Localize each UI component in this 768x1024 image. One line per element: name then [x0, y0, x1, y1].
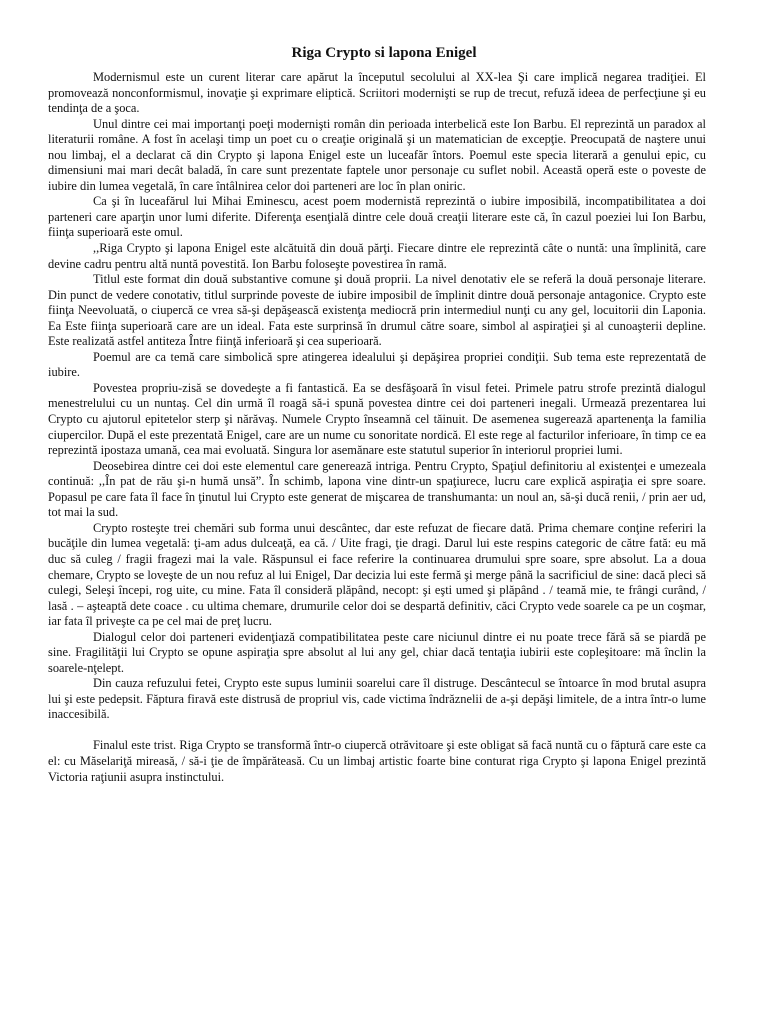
paragraph: Unul dintre cei mai importanţi poeţi modernişti român din perioada interbelică este Ion Barbu. El reprezintă un paradox al literaturii române. A fost în acelaşi timp un poet cu o creaţie originală şi un matematician de excepţie. Preocupată de naştere unui nou limbaj, el a declarat că din Crypto şi lapona Enigel este un luceafăr întors. Poemul este specia literară a genului epic, cu dimensiuni mai mari decât baladă, în care sunt prezentate faptele unor personaje cu suflet nobil. Această operă este o poveste de iubire din lumea vegetală, în care întâlnirea celor doi parteneri are loc în plan oniric.	[48, 116, 706, 193]
paragraph-final: Finalul este trist. Riga Crypto se transformă într-o ciupercă otrăvitoare şi este obligat să facă nuntă cu o făptură care este ca el: cu Măselariţă mireasă, / să-i ţie de împărăteasă. Cu un limbaj artistic foarte bine conturat riga Crypto şi lapona Enigel prezintă Victoria raţiunii asupra instinctului.	[48, 738, 706, 784]
paragraph: Din cauza refuzului fetei, Crypto este supus luminii soarelui care îl distruge. Descântecul se întoarce în mod brutal asupra lui şi este pedepsit. Făptura firavă este distrusă de propriul vis, cade victima îndrăznelii de a-şi depăşi limitele, de a intra într-o lume inaccesibilă.	[48, 676, 706, 722]
paragraph: Ca şi în luceafărul lui Mihai Eminescu, acest poem modernistă reprezintă o iubire imposibilă, incompatibilitatea a doi parteneri care aparţin unor lumi diferite. Diferenţa esenţială dintre cele două creaţii literare este că, în cazul poeziei lui Ion Barbu, fiinţa superioară este omul.	[48, 194, 706, 240]
document-title: Riga Crypto si lapona Enigel	[291, 45, 477, 61]
paragraph: Crypto rosteşte trei chemări sub forma unui descântec, dar este refuzat de fiecare dată. Prima chemare conţine referiri la bucăţile din lumea vegetală: ţi-am adus dulceaţă, ea că. / Uite fragi, ţie dragi. Darul lui este respins categoric de către fată: eu mă duc să culeg / fragii fragezi mai la vale. Răspunsul ei face referire la continuarea drumului spre soare, spre absolut. La a doua chemare, Crypto se loveşte de un nou refuz al lui Enigel, Dar decizia lui este fermă şi merge până la sacrificiul de sine: dacă pleci să culegi, Seleşi începi, rog uite, cu mine. Fata îl consideră plăpând, necopt: şi eşti umed şi plăpând . / teamă mie, te frângi curând, / lasă . – aşteaptă dete coace . cu ultima chemare, drumurile celor doi se despartă definitiv, căci Crypto vede soarele ca pe un coşmar, iar fata îl priveşte ca pe cel mai de preţ lucru.	[48, 520, 706, 629]
paragraph: ,,Riga Crypto şi lapona Enigel este alcătuită din două părţi. Fiecare dintre ele reprezintă câte o nuntă: una împlinită, care devine cadru pentru altă nuntă povestită. Ion Barbu foloseşte povestirea în ramă.	[48, 241, 706, 271]
document-body	[48, 70, 706, 785]
paragraph: Deosebirea dintre cei doi este elementul care generează intriga. Pentru Crypto, Spaţiul definitoriu al existenţei e umezeala continuă: ,,În pat de rău şi-n humă unsă”. În schimb, lapona vine dintr-un spaţiurece, lucru care explică aspiraţia ei spre soare. Popasul pe care fata îl face în ţinutul lui Crypto este generat de mişcarea de transhumanta: un noul an, să-şi ducă renii, / prin aer ud, tot mai la sud.	[48, 458, 706, 520]
paragraph: Poemul are ca temă care simbolică spre atingerea idealului şi depăşirea propriei condiţii. Sub tema este reprezentată de iubire.	[48, 349, 706, 380]
paragraph: Povestea propriu-zisă se dovedeşte a fi fantastică. Ea se desfăşoară în visul fetei. Primele patru strofe prezintă dialogul menestrelului cu un nuntaş. Cel din urmă îl roagă să-i spună povestea dintre cei doi parteneri inegali. Urmează prezentarea lui Crypto cu ajutorul epitetelor sterp şi nărăvaş. Numele Crypto înseamnă cel tăinuit. De asemenea sugerează apartenenţa la familia ciupercilor. După el este prezentată Enigel, care are un nume cu sonoritate nordică. El este rege al facturilor inferioare, în timp ce ea reprezintă ipostaza umană, cea mai evoluată. Singura lor asemănare este statutul superior în interiorul propriei lumi.	[48, 380, 706, 458]
paragraph: Dialogul celor doi parteneri evidenţiază compatibilitatea peste care niciunul dintre ei nu poate trece fără să se piardă pe sine. Fragilităţii lui Crypto se opune aspiraţia spre absolut al lui any gel, chiar dacă tentaţia iubirii este copleşitoare: mă înclin la soarele-nţelept.	[48, 629, 706, 675]
paragraph: Modernismul este un curent literar care apărut la începutul secolului al XX-lea Şi care implică negarea tradiţiei. El promovează nonconformismul, inovaţie şi exprimare eliptică. Scriitori modernişti se rup de trecut, refuză ideea de perfecţiune şi eu tendinţa de a şoca.	[48, 70, 706, 116]
paragraph: Titlul este format din două substantive comune şi două proprii. La nivel denotativ ele se referă la două personaje literare. Din punct de vedere conotativ, titlul surprinde poveste de iubire imposibil de împlinit dintre două personaje antagonice. Crypto este fiinţa Neevoluată, o ciupercă ce vrea să-şi depăşească existenţa mediocră prin intermediul nunţi cu any gel, locuitorii din Laponia. Ea Este fiinţa superioară care are un ideal. Fata este surprinsă în drumul către soare, simbol al aspiraţiei şi al cunoaşterii depline. Este realizată astfel antiteza Între fiinţă inferioară şi cea superioară.	[48, 272, 706, 349]
